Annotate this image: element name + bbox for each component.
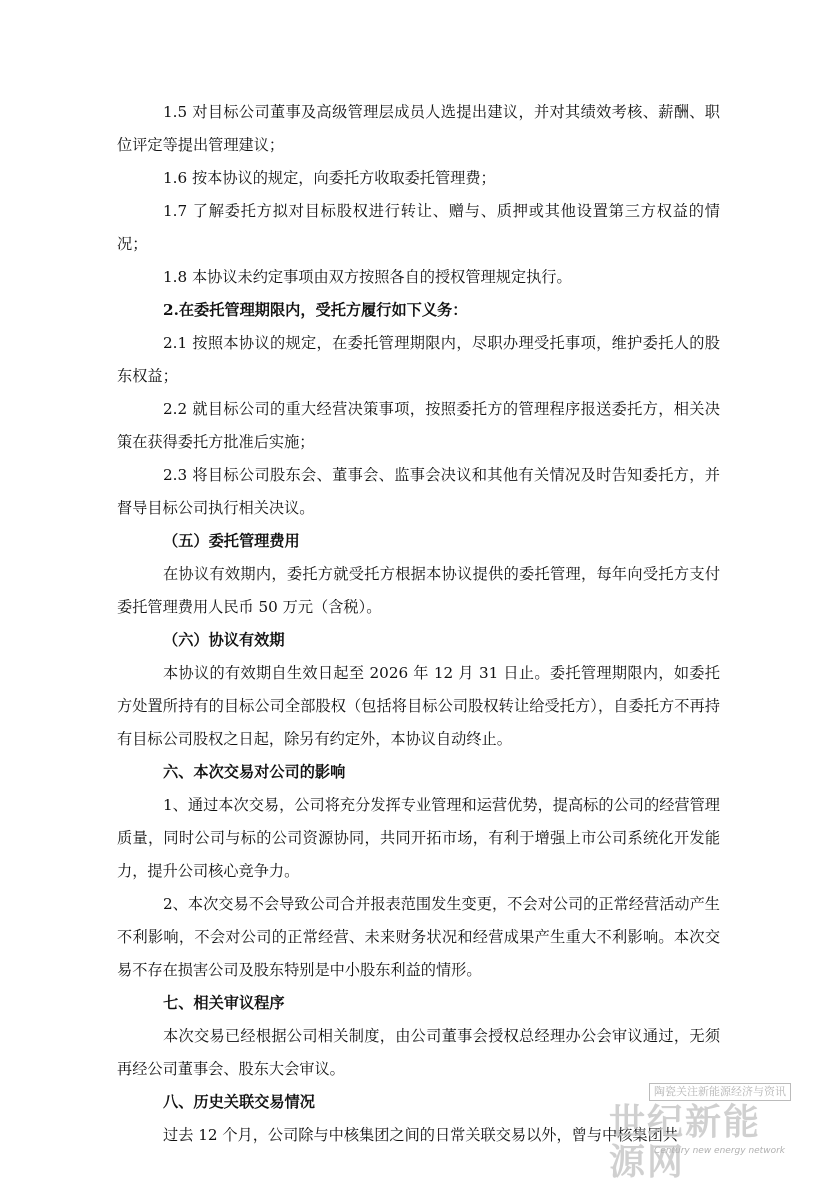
paragraph-2-1: 2.1 按照本协议的规定，在委托管理期限内，尽职办理受托事项，维护委托人的股东权益； (117, 334, 720, 385)
watermark (609, 1083, 809, 1183)
paragraph-2-3: 2.3 将目标公司股东会、董事会、监事会决议和其他有关情况及时告知委托方，并督导目标公司执行相关决议。 (117, 466, 720, 517)
paragraph-1-5: 1.5 对目标公司董事及高级管理层成员人选提出建议，并对其绩效考核、薪酬、职位评定等提出管理建议； (117, 103, 720, 154)
paragraph-historical-transactions: 过去 12 个月，公司除与中核集团之间的日常关联交易以外，曾与中核集团共 (163, 1126, 678, 1144)
heading-section-7: 七、相关审议程序 (163, 994, 285, 1012)
paragraph-1-8: 1.8 本协议未约定事项由双方按照各自的授权管理规定执行。 (163, 268, 572, 286)
paragraph-management-fee: 在协议有效期内，委托方就受托方根据本协议提供的委托管理，每年向受托方支付委托管理费用人民币 50 万元（含税）。 (117, 565, 720, 616)
document-body (117, 96, 720, 1152)
heading-validity-period: （六）协议有效期 (163, 631, 285, 649)
watermark-subtitle: Century new energy network (653, 1146, 785, 1156)
paragraph-impact-2: 2、本次交易不会导致公司合并报表范围发生变更，不会对公司的正常经营活动产生不利影响，不会对公司的正常经营、未来财务状况和经营成果产生重大不利影响。本次交易不存在损害公司及股东特别是中小股东利益的情形。 (117, 895, 720, 979)
paragraph-impact-1: 1、通过本次交易，公司将充分发挥专业管理和运营优势，提高标的公司的经营管理质量，同时公司与标的公司资源协同，共同开拓市场，有利于增强上市公司系统化开发能力，提升公司核心竞争力。 (117, 796, 720, 880)
paragraph-1-6: 1.6 按本协议的规定，向委托方收取委托管理费； (163, 169, 496, 187)
paragraph-1-7: 1.7 了解委托方拟对目标股权进行转让、赠与、质押或其他设置第三方权益的情况； (117, 202, 720, 253)
watermark-logo: 世纪新能源网 (609, 1102, 762, 1183)
heading-section-6: 六、本次交易对公司的影响 (163, 763, 346, 781)
heading-management-fee: （五）委托管理费用 (163, 532, 300, 550)
heading-obligations: 2.在委托管理期限内，受托方履行如下义务： (163, 301, 468, 319)
paragraph-2-2: 2.2 就目标公司的重大经营决策事项，按照委托方的管理程序报送委托方，相关决策在获得委托方批准后实施； (117, 400, 720, 451)
paragraph-validity-period: 本协议的有效期自生效日起至 2026 年 12 月 31 日止。委托管理期限内，如委托方处置所持有的目标公司全部股权（包括将目标公司股权转让给受托方），自委托方不再持有目标公司股权之日起，除另有约定外，本协议自动终止。 (117, 664, 720, 748)
watermark-tagline: 陶瓷关注新能源经济与资讯 (649, 1083, 791, 1101)
heading-section-8: 八、历史关联交易情况 (163, 1093, 315, 1111)
paragraph-review-procedure: 本次交易已经根据公司相关制度，由公司董事会授权总经理办公会审议通过，无须再经公司董事会、股东大会审议。 (117, 1027, 720, 1078)
